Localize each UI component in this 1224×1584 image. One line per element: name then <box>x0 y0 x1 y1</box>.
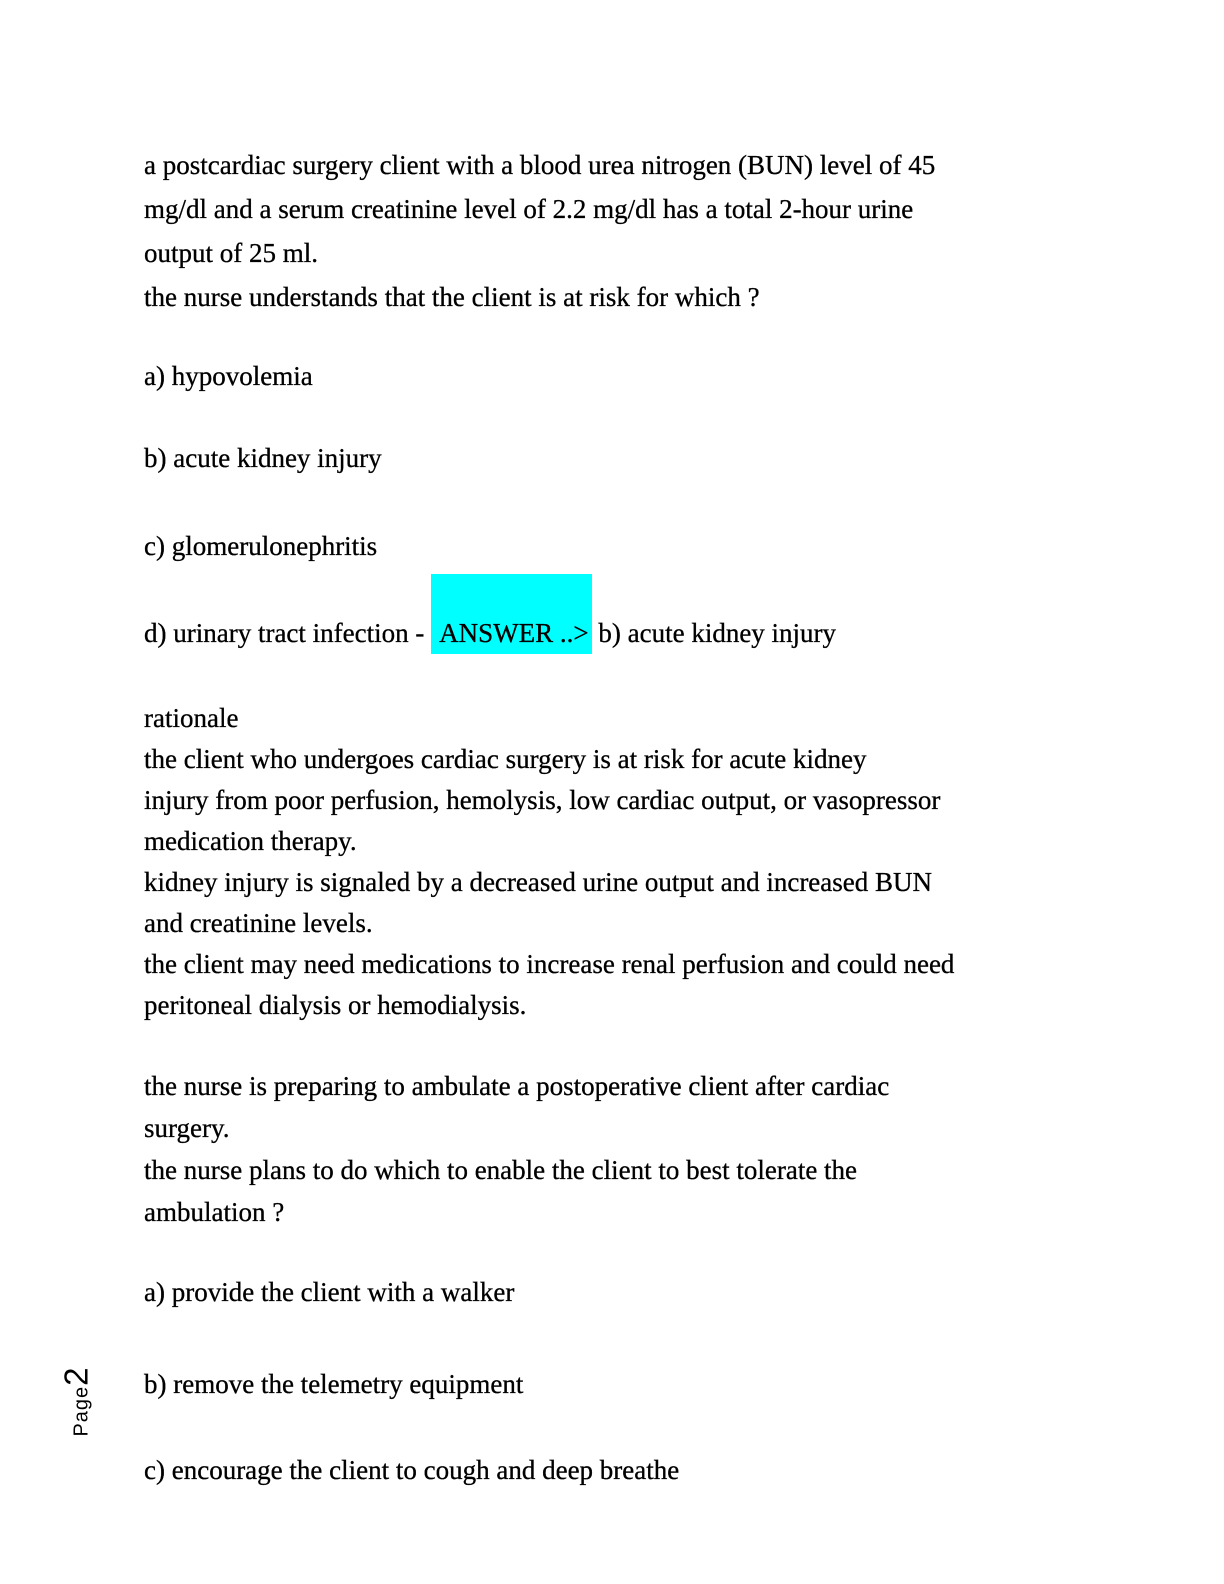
rationale-heading: rationale <box>144 703 239 733</box>
question1-option-d: d) urinary tract infection - <box>144 618 432 648</box>
question2-option-b: b) remove the telemetry equipment <box>144 1369 524 1399</box>
rationale-line: peritoneal dialysis or hemodialysis. <box>144 990 527 1020</box>
question1-line: the nurse understands that the client is at risk for which ? <box>144 282 760 312</box>
question1-option-a: a) hypovolemia <box>144 361 313 391</box>
question1-text <box>144 143 935 319</box>
question1-option-c: c) glomerulonephritis <box>144 531 378 561</box>
question2-text <box>144 1065 889 1233</box>
question2-option-a: a) provide the client with a walker <box>144 1277 515 1307</box>
question1-line: a postcardiac surgery client with a blood urea nitrogen (BUN) level of 45 <box>144 150 936 180</box>
question2-line: the nurse is preparing to ambulate a postoperative client after cardiac <box>144 1071 890 1101</box>
page-word: Page <box>70 1385 93 1437</box>
question1-line: mg/dl and a serum creatinine level of 2.2 mg/dl has a total 2-hour urine <box>144 194 914 224</box>
question2-line: the nurse plans to do which to enable the client to best tolerate the <box>144 1155 858 1185</box>
rationale-line: and creatinine levels. <box>144 908 373 938</box>
question1-line: output of 25 ml. <box>144 238 318 268</box>
page-number: 2 <box>57 1367 95 1386</box>
rationale-line: medication therapy. <box>144 826 357 856</box>
question2-line: surgery. <box>144 1113 230 1143</box>
page-number-text <box>58 1367 96 1436</box>
answer-highlight: ANSWER ..> <box>431 574 591 654</box>
answer-correct-option: b) acute kidney injury <box>591 618 837 648</box>
question1-option-d-answer-line <box>144 618 836 649</box>
rationale-line: kidney injury is signaled by a decreased urine output and increased BUN <box>144 867 933 897</box>
question2-option-c: c) encourage the client to cough and deep breathe <box>144 1455 680 1485</box>
rationale-line: the client who undergoes cardiac surgery is at risk for acute kidney <box>144 744 867 774</box>
rationale-section <box>144 698 954 1026</box>
page-number-label <box>22 1347 132 1457</box>
rationale-line: the client may need medications to increase renal perfusion and could need <box>144 949 955 979</box>
rationale-line: injury from poor perfusion, hemolysis, low cardiac output, or vasopressor <box>144 785 941 815</box>
question2-line: ambulation ? <box>144 1197 285 1227</box>
question1-option-b: b) acute kidney injury <box>144 443 382 473</box>
